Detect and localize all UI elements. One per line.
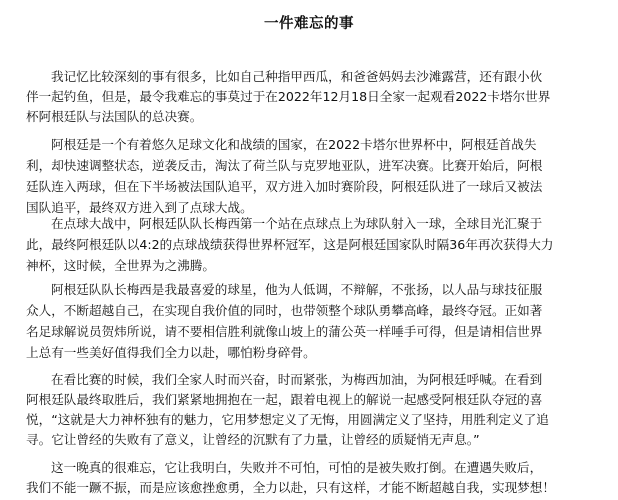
paragraph-line: 在看比赛的时候，我们全家人时而兴奋，时而紧张，为梅西加油，为阿根廷呼喊。在看到: [51, 372, 543, 387]
paragraph-line: 国队追平，最终双方进入到了点球大战。: [26, 200, 253, 215]
paragraph-line: 寻。它让曾经的失败有了意义，让曾经的沉默有了力量，让曾经的质疑悄无声息。”: [26, 432, 480, 447]
paragraph-line: 此，最终阿根廷队以4:2的点球战绩获得世界杯冠军，这是阿根廷国家队时隔36年再次获得大力: [26, 237, 554, 252]
paragraph-line: 利，却快速调整状态，逆袭反击，淘汰了荷兰队与克罗地亚队，进军决赛。比赛开始后，阿根: [26, 158, 543, 173]
paragraph-line: 众人，不断超越自己，在实现自我价值的同时，也带领整个球队勇攀高峰，最终夺冠。正如著: [26, 303, 543, 318]
paragraph-line: 上总有一些美好值得我们全力以赴，哪怕粉身碎骨。: [26, 345, 316, 360]
paragraph-line: 伴一起钓鱼，但是，最令我难忘的事莫过于在2022年12月18日全家一起观看2022卡塔尔世界: [26, 89, 551, 104]
paragraph-line: 阿根廷队最终取胜后，我们紧紧地拥抱在一起，跟着电视上的解说一起感受阿根廷队夺冠的喜: [26, 392, 543, 407]
paragraph-line: 我记忆比较深刻的事有很多，比如自己种指甲西瓜，和爸爸妈妈去沙滩露营，还有跟小伙: [51, 69, 543, 84]
paragraph-line: 神杯，这时候，全世界为之沸腾。: [26, 258, 215, 273]
paragraph-line: 悦，“这就是大力神杯独有的魅力，它用梦想定义了无悔，用圆满定义了坚持，用胜利定义了追: [26, 412, 549, 427]
paragraph-line: 杯阿根廷队与法国队的总决赛。: [26, 109, 203, 124]
paragraph-line: 阿根廷队队长梅西是我最喜爱的球星，他为人低调，不辩解，不张扬，以人品与球技征服: [51, 282, 543, 297]
paragraph-line: 名足球解说员贺炜所说，请不要相信胜利就像山坡上的蒲公英一样唾手可得，但是请相信世界: [26, 324, 543, 339]
document-title: 一件难忘的事: [264, 16, 354, 32]
paragraph-line: 这一晚真的很难忘，它让我明白，失败并不可怕，可怕的是被失败打倒。在遭遇失败后，: [51, 460, 543, 475]
paragraph-line: 阿根廷是一个有着悠久足球文化和战绩的国家，在2022卡塔尔世界杯中，阿根廷首战失: [51, 137, 537, 152]
paragraph-line: 我们不能一蹶不振，而是应该愈挫愈勇，全力以赴，只有这样，才能不断超越自我，实现梦想！: [26, 480, 555, 495]
paragraph-line: 在点球大战中，阿根廷队队长梅西第一个站在点球点上为球队射入一球，全球目光汇聚于: [51, 216, 543, 231]
paragraph-line: 廷队连入两球，但在下半场被法国队追平，双方进入加时赛阶段，阿根廷队进了一球后又被法: [26, 179, 543, 194]
